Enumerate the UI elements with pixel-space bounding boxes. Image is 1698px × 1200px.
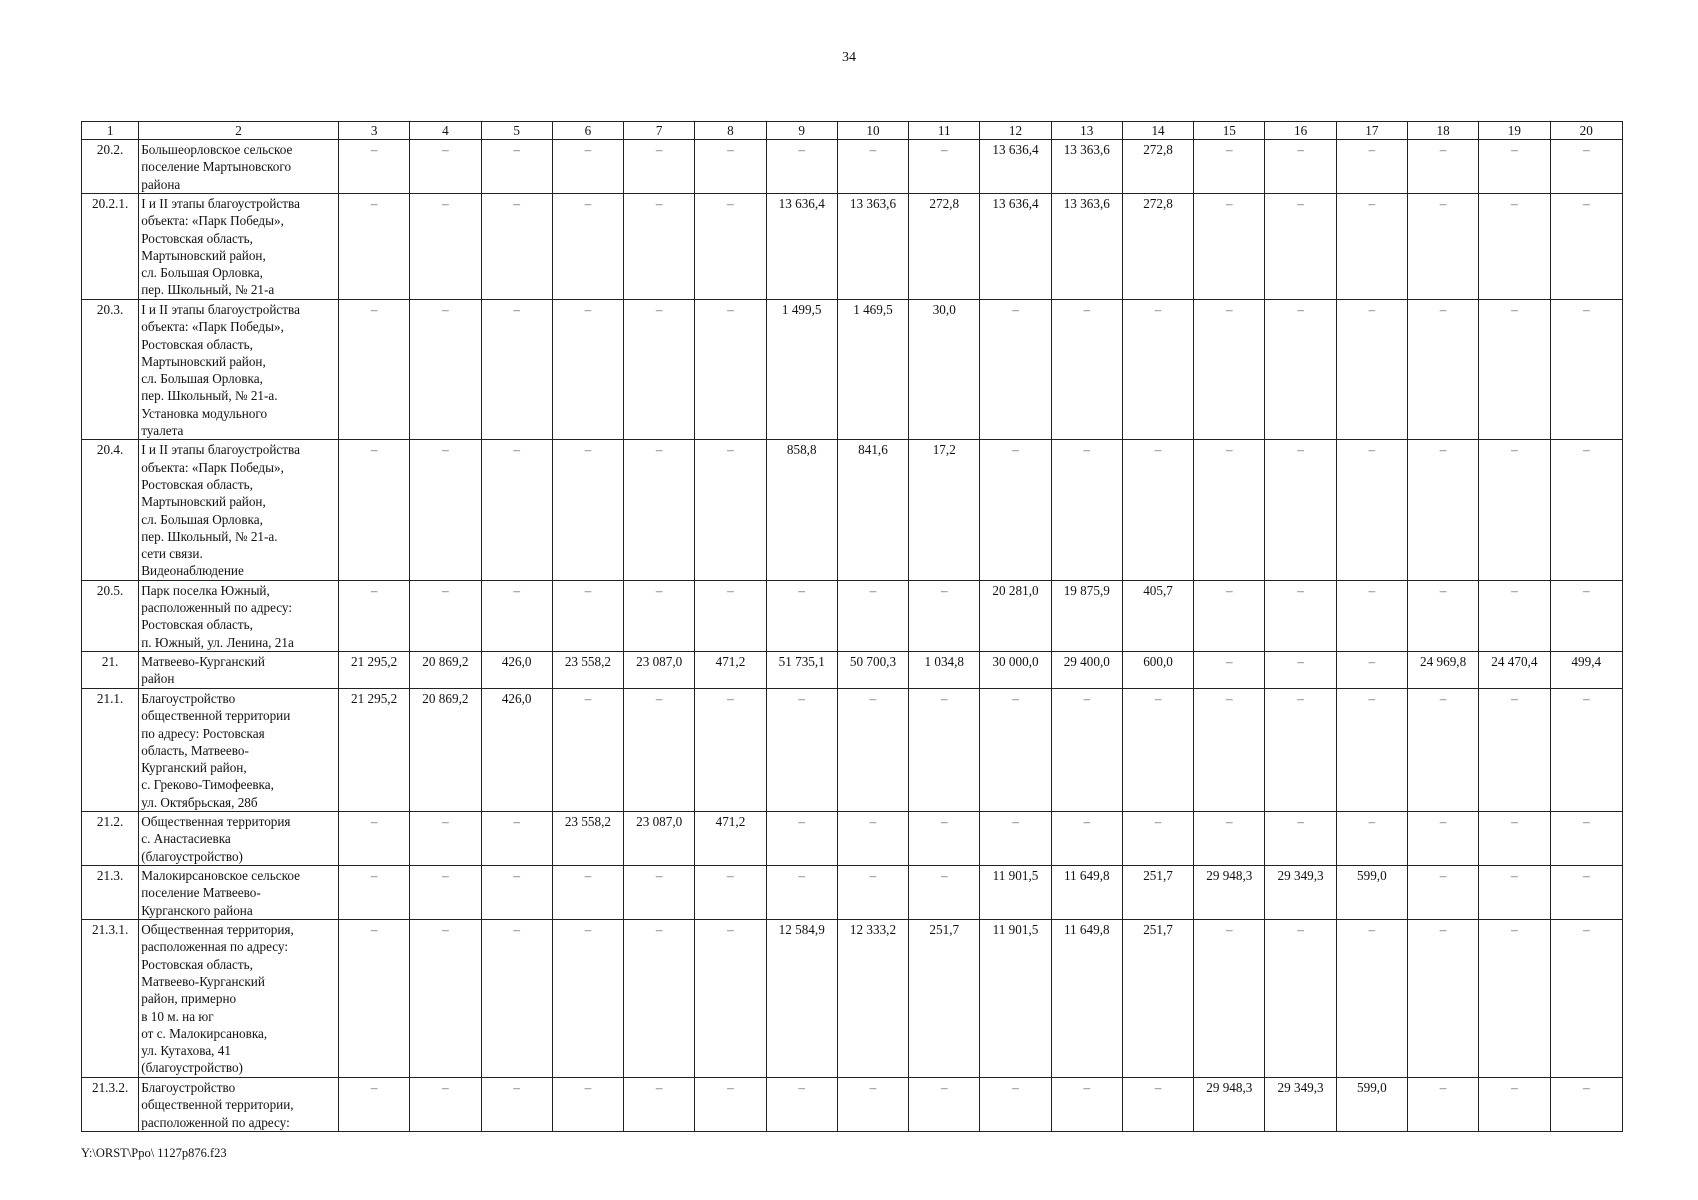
value-cell: 21 295,2 bbox=[338, 688, 409, 811]
value-cell: – bbox=[1194, 140, 1265, 194]
value-cell: – bbox=[552, 140, 623, 194]
value-cell: 13 363,6 bbox=[1051, 194, 1122, 300]
value-cell: – bbox=[1265, 812, 1336, 866]
value-cell: 30 000,0 bbox=[980, 651, 1051, 688]
value-cell: – bbox=[1336, 688, 1407, 811]
value-cell: – bbox=[1194, 920, 1265, 1078]
value-cell: – bbox=[1407, 580, 1478, 651]
column-header: 11 bbox=[909, 122, 980, 140]
value-cell: – bbox=[410, 140, 481, 194]
column-header: 14 bbox=[1122, 122, 1193, 140]
value-cell: – bbox=[1479, 140, 1550, 194]
value-cell: – bbox=[1550, 920, 1623, 1078]
table-row bbox=[82, 440, 1623, 580]
value-cell: 24 969,8 bbox=[1407, 651, 1478, 688]
value-cell: – bbox=[1550, 440, 1623, 580]
row-name: Большеорловское сельское поселение Мартыновского района bbox=[139, 140, 339, 194]
value-cell: 23 558,2 bbox=[552, 812, 623, 866]
value-cell: – bbox=[552, 194, 623, 300]
column-header: 16 bbox=[1265, 122, 1336, 140]
value-cell: – bbox=[909, 866, 980, 920]
column-header: 20 bbox=[1550, 122, 1623, 140]
value-cell: – bbox=[1336, 580, 1407, 651]
column-header: 5 bbox=[481, 122, 552, 140]
value-cell: 20 869,2 bbox=[410, 651, 481, 688]
value-cell: – bbox=[481, 300, 552, 440]
value-cell: – bbox=[980, 688, 1051, 811]
value-cell: 12 333,2 bbox=[837, 920, 908, 1078]
value-cell: 19 875,9 bbox=[1051, 580, 1122, 651]
column-header: 7 bbox=[624, 122, 695, 140]
value-cell: 272,8 bbox=[909, 194, 980, 300]
value-cell: – bbox=[980, 300, 1051, 440]
value-cell: – bbox=[837, 812, 908, 866]
value-cell: – bbox=[766, 866, 837, 920]
table-row bbox=[82, 1078, 1623, 1132]
value-cell: – bbox=[410, 866, 481, 920]
value-cell: – bbox=[695, 440, 766, 580]
value-cell: – bbox=[1122, 300, 1193, 440]
value-cell: – bbox=[552, 580, 623, 651]
row-name: Благоустройство общественной территории по адресу: Ростовская область, Матвеево- Курганский район, с. Греково-Тимофеевка, ул. Октябрьская, 28б bbox=[139, 688, 339, 811]
value-cell: – bbox=[338, 300, 409, 440]
value-cell: 599,0 bbox=[1336, 1078, 1407, 1132]
table-row bbox=[82, 651, 1623, 688]
value-cell: – bbox=[1265, 920, 1336, 1078]
value-cell: 29 349,3 bbox=[1265, 1078, 1336, 1132]
row-number: 21. bbox=[82, 651, 139, 688]
value-cell: 272,8 bbox=[1122, 140, 1193, 194]
value-cell: – bbox=[1265, 651, 1336, 688]
value-cell: – bbox=[1051, 812, 1122, 866]
row-name: I и II этапы благоустройства объекта: «Парк Победы», Ростовская область, Мартыновский район, сл. Большая Орловка, пер. Школьный, № 21-а. Установка модульного туалета bbox=[139, 300, 339, 440]
value-cell: 30,0 bbox=[909, 300, 980, 440]
value-cell: – bbox=[1122, 812, 1193, 866]
value-cell: – bbox=[766, 140, 837, 194]
value-cell: – bbox=[837, 1078, 908, 1132]
value-cell: – bbox=[1122, 1078, 1193, 1132]
row-number: 21.2. bbox=[82, 812, 139, 866]
table-row bbox=[82, 300, 1623, 440]
value-cell: – bbox=[1336, 812, 1407, 866]
value-cell: – bbox=[766, 580, 837, 651]
value-cell: – bbox=[481, 440, 552, 580]
value-cell: – bbox=[980, 440, 1051, 580]
value-cell: – bbox=[1550, 688, 1623, 811]
value-cell: – bbox=[1336, 194, 1407, 300]
table-row bbox=[82, 812, 1623, 866]
budget-table bbox=[81, 121, 1623, 1132]
value-cell: – bbox=[481, 140, 552, 194]
value-cell: 471,2 bbox=[695, 812, 766, 866]
value-cell: – bbox=[410, 194, 481, 300]
value-cell: 405,7 bbox=[1122, 580, 1193, 651]
value-cell: – bbox=[909, 812, 980, 866]
column-header: 18 bbox=[1407, 122, 1478, 140]
value-cell: – bbox=[1194, 812, 1265, 866]
value-cell: 600,0 bbox=[1122, 651, 1193, 688]
column-header: 2 bbox=[139, 122, 339, 140]
value-cell: – bbox=[1479, 1078, 1550, 1132]
column-header: 10 bbox=[837, 122, 908, 140]
column-header: 9 bbox=[766, 122, 837, 140]
value-cell: – bbox=[1194, 651, 1265, 688]
value-cell: 13 636,4 bbox=[766, 194, 837, 300]
value-cell: – bbox=[1550, 812, 1623, 866]
value-cell: – bbox=[695, 140, 766, 194]
value-cell: – bbox=[1122, 688, 1193, 811]
value-cell: – bbox=[695, 688, 766, 811]
value-cell: 499,4 bbox=[1550, 651, 1623, 688]
value-cell: – bbox=[695, 1078, 766, 1132]
value-cell: – bbox=[1336, 300, 1407, 440]
row-name: Малокирсановское сельское поселение Матвеево- Курганского района bbox=[139, 866, 339, 920]
table-row bbox=[82, 688, 1623, 811]
value-cell: – bbox=[695, 920, 766, 1078]
value-cell: – bbox=[624, 580, 695, 651]
value-cell: 251,7 bbox=[909, 920, 980, 1078]
value-cell: – bbox=[481, 580, 552, 651]
value-cell: – bbox=[624, 194, 695, 300]
column-header: 12 bbox=[980, 122, 1051, 140]
column-header: 13 bbox=[1051, 122, 1122, 140]
value-cell: 599,0 bbox=[1336, 866, 1407, 920]
value-cell: 29 948,3 bbox=[1194, 866, 1265, 920]
value-cell: – bbox=[1336, 920, 1407, 1078]
value-cell: – bbox=[481, 866, 552, 920]
value-cell: – bbox=[338, 1078, 409, 1132]
value-cell: – bbox=[1051, 440, 1122, 580]
value-cell: 20 869,2 bbox=[410, 688, 481, 811]
value-cell: – bbox=[338, 580, 409, 651]
value-cell: 471,2 bbox=[695, 651, 766, 688]
value-cell: – bbox=[1265, 580, 1336, 651]
value-cell: 13 363,6 bbox=[1051, 140, 1122, 194]
value-cell: – bbox=[695, 194, 766, 300]
column-header: 17 bbox=[1336, 122, 1407, 140]
row-name: I и II этапы благоустройства объекта: «Парк Победы», Ростовская область, Мартыновский район, сл. Большая Орловка, пер. Школьный, № 21-а. сети связи. Видеонаблюдение bbox=[139, 440, 339, 580]
value-cell: – bbox=[1051, 688, 1122, 811]
value-cell: – bbox=[481, 812, 552, 866]
value-cell: – bbox=[1265, 140, 1336, 194]
row-name: Парк поселка Южный, расположенный по адресу: Ростовская область, п. Южный, ул. Ленина, 21а bbox=[139, 580, 339, 651]
value-cell: 29 349,3 bbox=[1265, 866, 1336, 920]
value-cell: 12 584,9 bbox=[766, 920, 837, 1078]
value-cell: 24 470,4 bbox=[1479, 651, 1550, 688]
value-cell: – bbox=[766, 688, 837, 811]
row-name: Матвеево-Курганский район bbox=[139, 651, 339, 688]
value-cell: – bbox=[1336, 440, 1407, 580]
value-cell: – bbox=[410, 300, 481, 440]
column-header: 15 bbox=[1194, 122, 1265, 140]
value-cell: 251,7 bbox=[1122, 920, 1193, 1078]
value-cell: 841,6 bbox=[837, 440, 908, 580]
value-cell: – bbox=[909, 1078, 980, 1132]
value-cell: – bbox=[1479, 300, 1550, 440]
value-cell: – bbox=[1051, 1078, 1122, 1132]
value-cell: – bbox=[338, 440, 409, 580]
value-cell: 50 700,3 bbox=[837, 651, 908, 688]
value-cell: – bbox=[1407, 440, 1478, 580]
value-cell: – bbox=[1479, 440, 1550, 580]
value-cell: 51 735,1 bbox=[766, 651, 837, 688]
row-number: 20.5. bbox=[82, 580, 139, 651]
value-cell: – bbox=[552, 688, 623, 811]
value-cell: – bbox=[481, 920, 552, 1078]
table-row bbox=[82, 194, 1623, 300]
value-cell: 23 087,0 bbox=[624, 812, 695, 866]
value-cell: – bbox=[1550, 300, 1623, 440]
value-cell: 1 499,5 bbox=[766, 300, 837, 440]
value-cell: 1 469,5 bbox=[837, 300, 908, 440]
value-cell: – bbox=[410, 920, 481, 1078]
value-cell: 20 281,0 bbox=[980, 580, 1051, 651]
column-header-row bbox=[82, 122, 1623, 140]
value-cell: – bbox=[1550, 866, 1623, 920]
value-cell: – bbox=[909, 140, 980, 194]
value-cell: 21 295,2 bbox=[338, 651, 409, 688]
value-cell: – bbox=[766, 1078, 837, 1132]
value-cell: – bbox=[1550, 194, 1623, 300]
value-cell: – bbox=[837, 866, 908, 920]
value-cell: – bbox=[338, 866, 409, 920]
value-cell: – bbox=[1265, 440, 1336, 580]
row-name: Благоустройство общественной территории, расположенной по адресу: bbox=[139, 1078, 339, 1132]
value-cell: – bbox=[1407, 300, 1478, 440]
value-cell: 23 558,2 bbox=[552, 651, 623, 688]
value-cell: – bbox=[1479, 580, 1550, 651]
value-cell: – bbox=[1479, 688, 1550, 811]
value-cell: 29 400,0 bbox=[1051, 651, 1122, 688]
value-cell: – bbox=[1194, 300, 1265, 440]
value-cell: – bbox=[1407, 920, 1478, 1078]
value-cell: – bbox=[1265, 688, 1336, 811]
value-cell: – bbox=[481, 194, 552, 300]
value-cell: – bbox=[837, 688, 908, 811]
value-cell: – bbox=[624, 300, 695, 440]
value-cell: – bbox=[410, 812, 481, 866]
value-cell: 13 636,4 bbox=[980, 194, 1051, 300]
column-header: 3 bbox=[338, 122, 409, 140]
row-name: Общественная территория, расположенная по адресу: Ростовская область, Матвеево-Курганский район, примерно в 10 м. на юг от с. Малокирсановка, ул. Кутахова, 41 (благоустройство) bbox=[139, 920, 339, 1078]
value-cell: – bbox=[410, 440, 481, 580]
value-cell: – bbox=[695, 580, 766, 651]
row-number: 20.3. bbox=[82, 300, 139, 440]
row-number: 21.3. bbox=[82, 866, 139, 920]
column-header: 4 bbox=[410, 122, 481, 140]
value-cell: – bbox=[552, 300, 623, 440]
value-cell: – bbox=[1194, 440, 1265, 580]
value-cell: – bbox=[481, 1078, 552, 1132]
value-cell: – bbox=[1407, 866, 1478, 920]
value-cell: 11 649,8 bbox=[1051, 866, 1122, 920]
value-cell: – bbox=[1479, 812, 1550, 866]
value-cell: – bbox=[1265, 194, 1336, 300]
value-cell: – bbox=[1407, 1078, 1478, 1132]
value-cell: – bbox=[624, 920, 695, 1078]
value-cell: 13 636,4 bbox=[980, 140, 1051, 194]
value-cell: 1 034,8 bbox=[909, 651, 980, 688]
row-number: 20.2.1. bbox=[82, 194, 139, 300]
value-cell: – bbox=[1550, 140, 1623, 194]
column-header: 8 bbox=[695, 122, 766, 140]
table-row bbox=[82, 580, 1623, 651]
value-cell: 272,8 bbox=[1122, 194, 1193, 300]
table-row bbox=[82, 140, 1623, 194]
table-row bbox=[82, 866, 1623, 920]
value-cell: – bbox=[766, 812, 837, 866]
value-cell: – bbox=[1407, 194, 1478, 300]
value-cell: – bbox=[1194, 688, 1265, 811]
value-cell: 426,0 bbox=[481, 651, 552, 688]
value-cell: – bbox=[1265, 300, 1336, 440]
value-cell: 11 649,8 bbox=[1051, 920, 1122, 1078]
value-cell: – bbox=[1479, 866, 1550, 920]
row-number: 21.1. bbox=[82, 688, 139, 811]
value-cell: – bbox=[552, 1078, 623, 1132]
value-cell: – bbox=[695, 866, 766, 920]
value-cell: 251,7 bbox=[1122, 866, 1193, 920]
column-header: 6 bbox=[552, 122, 623, 140]
row-number: 21.3.2. bbox=[82, 1078, 139, 1132]
page-number: 34 bbox=[842, 50, 856, 65]
value-cell: – bbox=[1550, 580, 1623, 651]
value-cell: – bbox=[410, 1078, 481, 1132]
value-cell: – bbox=[1194, 580, 1265, 651]
value-cell: – bbox=[1336, 651, 1407, 688]
value-cell: – bbox=[837, 140, 908, 194]
value-cell: – bbox=[980, 1078, 1051, 1132]
value-cell: 858,8 bbox=[766, 440, 837, 580]
value-cell: 13 363,6 bbox=[837, 194, 908, 300]
value-cell: – bbox=[338, 140, 409, 194]
value-cell: – bbox=[624, 1078, 695, 1132]
footer-file-path: Y:\ORST\Ppo\ 1127p876.f23 bbox=[81, 1146, 227, 1160]
value-cell: – bbox=[909, 580, 980, 651]
value-cell: – bbox=[1550, 1078, 1623, 1132]
value-cell: – bbox=[1479, 194, 1550, 300]
value-cell: 11 901,5 bbox=[980, 866, 1051, 920]
value-cell: – bbox=[1407, 688, 1478, 811]
value-cell: – bbox=[980, 812, 1051, 866]
value-cell: – bbox=[624, 440, 695, 580]
value-cell: – bbox=[338, 920, 409, 1078]
value-cell: – bbox=[410, 580, 481, 651]
table-row bbox=[82, 920, 1623, 1078]
value-cell: – bbox=[1479, 920, 1550, 1078]
value-cell: 23 087,0 bbox=[624, 651, 695, 688]
value-cell: – bbox=[695, 300, 766, 440]
value-cell: – bbox=[338, 812, 409, 866]
column-header: 19 bbox=[1479, 122, 1550, 140]
value-cell: 11 901,5 bbox=[980, 920, 1051, 1078]
value-cell: 426,0 bbox=[481, 688, 552, 811]
value-cell: – bbox=[552, 440, 623, 580]
value-cell: 17,2 bbox=[909, 440, 980, 580]
row-number: 20.2. bbox=[82, 140, 139, 194]
value-cell: – bbox=[624, 688, 695, 811]
value-cell: – bbox=[624, 140, 695, 194]
value-cell: – bbox=[1407, 140, 1478, 194]
value-cell: – bbox=[1336, 140, 1407, 194]
value-cell: – bbox=[1194, 194, 1265, 300]
table-body bbox=[82, 122, 1623, 1132]
value-cell: – bbox=[552, 920, 623, 1078]
value-cell: – bbox=[837, 580, 908, 651]
value-cell: – bbox=[1051, 300, 1122, 440]
row-name: Общественная территория с. Анастасиевка (благоустройство) bbox=[139, 812, 339, 866]
value-cell: 29 948,3 bbox=[1194, 1078, 1265, 1132]
row-number: 20.4. bbox=[82, 440, 139, 580]
row-number: 21.3.1. bbox=[82, 920, 139, 1078]
value-cell: – bbox=[552, 866, 623, 920]
value-cell: – bbox=[1407, 812, 1478, 866]
value-cell: – bbox=[624, 866, 695, 920]
row-name: I и II этапы благоустройства объекта: «Парк Победы», Ростовская область, Мартыновский район, сл. Большая Орловка, пер. Школьный, № 21-а bbox=[139, 194, 339, 300]
value-cell: – bbox=[909, 688, 980, 811]
value-cell: – bbox=[338, 194, 409, 300]
column-header: 1 bbox=[82, 122, 139, 140]
value-cell: – bbox=[1122, 440, 1193, 580]
